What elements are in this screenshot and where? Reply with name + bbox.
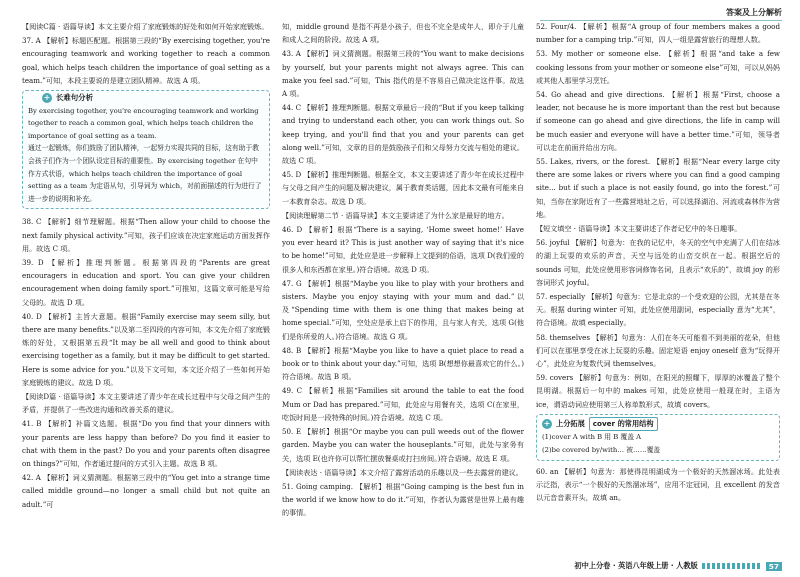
reading-part2-intro: 【阅读理解第二节 · 语篇导读】本文主要讲述了为什么家是最好的地方。 xyxy=(282,210,509,220)
extension-item-2: (2)be covered by/with… 被……覆盖 xyxy=(542,446,661,455)
analysis-chinese: 通过一起锻炼，你们鼓励了团队精神，一起努力实现共同的目标，这有助于教会孩子们作为一个团队设定目标的重要性。By exercising together 在句中作方式状语，which helps teach children the importance of goal setting as a team 为定语从句，引导词为 which，对前面描述的行为进行了进一步的说明和补充。 xyxy=(28,144,262,203)
answer-51: 51. Going camping. 【解析】根据“Going camping is the best fun in the world if we know how to do it.”可知，作者认为露营是世界上最有趣的事情。 xyxy=(282,481,524,518)
extension-header xyxy=(542,417,774,432)
column-left xyxy=(22,20,270,512)
extension-title: 上分拓展 xyxy=(556,418,585,428)
answer-39: 39. D 【解析】推理判断题。根据第四段的“Parents are great encouragers in education and sport. You can give your children encouragement when doing family sport.”可推知，这篇文章可能是写给父母的。故选 D 项。 xyxy=(22,257,270,307)
answer-46: 46. D 【解析】根据“There is a saying, ‘Home sweet home!’ Have you ever heard it? This is just another way of saying that it's nice to be home!”可知，此处应是进一步解释上文提到的俗语，选项 D(我们爱的很多人和东西都在家里。)符合语境。故选 D 项。 xyxy=(282,225,524,274)
column-middle xyxy=(282,20,524,521)
long-sentence-analysis-box xyxy=(22,90,270,209)
plus-icon: + xyxy=(543,419,551,429)
reading-c-intro: 【阅读C篇 · 语篇导读】本文主要介绍了家庭锻炼的好处和如何开始家庭锻炼。 xyxy=(22,22,269,31)
answer-49: 49. C 【解析】根据“Families sit around the table to eat the food Mum or Dad has prepared.”可知，此处应与用餐有关，选项 C(在家里，吃饭时间是一段特殊的时间。)符合语境。故选 C 项。 xyxy=(282,386,524,422)
answer-43: 43. A 【解析】词义猜测题。根据第三段的“You want to make decisions by yourself, but your parents might not always agree. This can make you feel sad.”可知，This 指代的是不容易自己做决定这件事。故选 A 项。 xyxy=(282,49,524,99)
answer-42-cont: 知，middle ground 是指不再是小孩子，但也不完全是成年人，即介于儿童和成人之间的阶段。故选 A 项。 xyxy=(282,22,524,45)
answer-57: 57. especially 【解析】句意为：它是北京的一个受欢迎的公园，尤其是在冬天。根据 during winter 可知，此处应使用副词，especially 意为“尤其”，符合语境。故填 especially。 xyxy=(536,292,780,328)
footer-book-title: 初中上分卷 · 英语八年级上册 · 人教版 xyxy=(574,561,698,570)
answer-53: 53. My mother or someone else. 【解析】根据“and take a few cooking lessons from your mother or someone else”可知，可以从妈妈或其他人那里学习烹饪。 xyxy=(536,49,780,85)
answer-59: 59. covers 【解析】句意为：例如，在阳光的照耀下，厚厚的冰覆盖了整个昆明湖。根据后一句中的 makes 可知，此处应使用一般现在时，主语为 ice，谓语动词应使用第三人称单数形式，故填 covers。 xyxy=(536,373,780,409)
cloze-intro: 【短文填空 · 语篇导读】本文主要讲述了作者记忆中的冬日趣事。 xyxy=(536,224,742,234)
column-right xyxy=(536,20,780,505)
reading-d-intro: 【阅读D篇 · 语篇导读】本文主要讲述了青少年在成长过程中与父母之间产生的矛盾，并提供了一些改进沟通和改善关系的建议。 xyxy=(22,392,270,415)
reading-expression-intro: 【阅读表达 · 语篇导读】本文介绍了露营活动的乐趣以及一些去露营的建议。 xyxy=(282,467,523,477)
footer-decoration xyxy=(702,563,762,569)
extension-box xyxy=(536,414,780,461)
answer-37: 37. A 【解析】标题匹配题。根据第三段的“By exercising together, you're encouraging teamwork and working together to reach a common goal, which helps teach children the importance of goal setting as a team.”可知，本段主要说的是建立团队精神。故选 A 项。 xyxy=(22,36,270,85)
answer-48: 48. B 【解析】根据“Maybe you like to have a quiet place to read a book or to think about your day.”可知，选项 B(想想你最喜欢它的什么。)符合语境。故选 B 项。 xyxy=(282,345,524,382)
answer-52: 52. Four/4. 【解析】根据“A group of four members makes a good number for a camping trip.”可知，四人一组是露营旅行的理想人数。 xyxy=(536,22,780,45)
answer-44: 44. C 【解析】推理判断题。根据文章最后一段的“But if you keep talking and trying to understand each other, you can work things out. So keep trying, and you'll find that you and your parents can get along well.”可知，文章的目的是鼓励孩子们和父母努力交流与相处的建议。故选 C 项。 xyxy=(282,103,524,166)
page-number: 57 xyxy=(766,562,782,571)
header-tag: 答案及上分解析 xyxy=(726,8,782,17)
answer-55: 55. Lakes, rivers, or the forest. 【解析】根据“Near every large city there are some lakes or rivers where you can find a good camping site... but if such a place is not easily found, go into the forest.”可知，当你在家附近有了一些露营地址之后，可以选择湖泊、河流或森林作为营地。 xyxy=(536,157,780,219)
page-footer xyxy=(574,561,782,571)
answer-41: 41. B 【解析】补篇文选题。根据“Do you find that your dinners with your parents are less happy than before? Do you find it easier to chat with them in the past? Do you and your parents often disagree on things?”可知，作者通过提问的方式引入主题。故选 B 项。 xyxy=(22,419,270,469)
answer-60: 60. an 【解析】句意为：那使得昆明湖成为一个极好的天然溜冰场。此处表示泛指，表示“一个极好的天然溜冰场”，应用不定冠词，且 excellent 的发音以元音音素开头，故填 an。 xyxy=(536,466,780,503)
analysis-title: 长难句分析 xyxy=(56,93,93,103)
answer-56: 56. joyful 【解析】句意为：在我的记忆中，冬天的空气中充满了人们在结冰的湖上玩耍的欢乐的声音，天空与远处的山峦交织在一起。根据空后的 sounds 可知，此处应使用形容词修饰名词，且表示“欢乐的”，故填 joy 的形容词形式 joyful。 xyxy=(536,238,780,287)
answer-45: 45. D 【解析】推理判断题。根据全文，本文主要讲述了青少年在成长过程中与父母之间产生的问题及解决建议，属于教育类话题，因此本文最有可能来自一本教育杂志。故选 D 项。 xyxy=(282,170,524,206)
extension-item-1: (1)cover A with B 用 B 覆盖 A xyxy=(542,433,642,442)
answer-42: 42. A 【解析】词义猜测题。根据第三段中的“You get into a strange time called middle ground—no longer a small child but not quite an adult.”可 xyxy=(22,473,270,509)
answer-50: 50. E 【解析】根据“Or maybe you can pull weeds out of the flower garden. Maybe you can water the houseplants.”可知，此处与家务有关，选项 E(也许你可以帮忙摆放餐桌或打扫房间。)符合语境。故选 E 项。 xyxy=(282,427,524,463)
answer-47: 47. G 【解析】根据“Maybe you like to play with your brothers and sisters. Maybe you enjoy staying with your mum and dad.”以及“Spending time with them is one thing that makes being at home special.”可知，空处应是承上启下的作用，且与家人有关，选项 G(他们是你所爱的人。)符合语境。故选 G 项。 xyxy=(282,278,524,341)
analysis-header xyxy=(42,92,264,105)
analysis-english: By exercising together, you're encouraging teamwork and working together to reach a common goal, which helps teach children the importance of goal setting as a team. xyxy=(28,106,259,140)
answer-54: 54. Go ahead and give directions. 【解析】根据“First, choose a leader, not because he is more important than the rest but because if someone can go ahead and give directions, the life in camp will be much easier and everyone will have a better time.”可知，领导者可以走在前面并给出方向。 xyxy=(536,90,780,152)
answer-38: 38. C 【解析】细节理解题。根据“Then allow your child to choose the next family physical activity.”可知，孩子们应该在决定家庭运动方面发挥作用。故选 C 项。 xyxy=(22,217,270,253)
plus-icon: + xyxy=(43,93,51,103)
answer-58: 58. themselves 【解析】句意为：人们在冬天可能看不到美丽的花朵，但他们可以在那里享受在冰上玩耍的乐趣。固定短语 enjoy oneself 意为“玩得开心”，此处应为复数代词 themselves。 xyxy=(536,332,780,369)
extension-subtitle: cover 的常用结构 xyxy=(589,417,658,432)
answer-40: 40. D 【解析】主旨大意题。根据“Family exercise may seem silly, but there are many benefits.”以及第二至四段的内容可知，本文先介绍了家庭锻炼的好处，又根据第五段“It may be all well and good to think about exercising together as a family, but it may be difficult to get started. Here is some advice for you.”以及下文可知，本文还介绍了一些如何开始家庭锻炼的建议。故选 D 项。 xyxy=(22,311,270,387)
